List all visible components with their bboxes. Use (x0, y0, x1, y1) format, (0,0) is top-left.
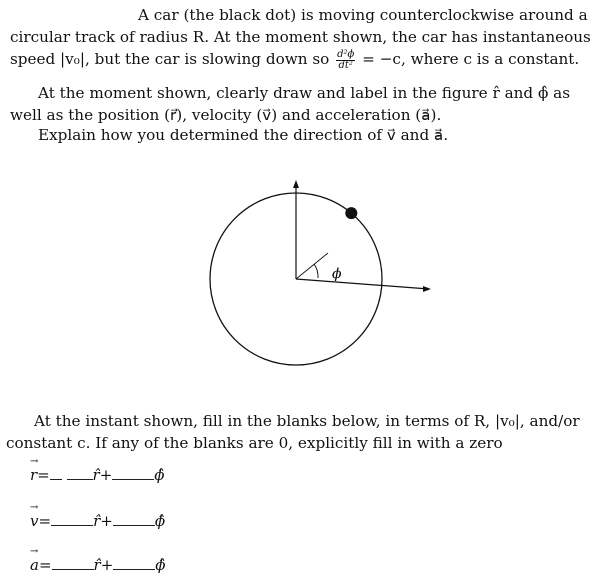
velocity-vector-symbol: → v (30, 512, 38, 530)
angle-arc (314, 264, 318, 278)
position-blank-row: → r= r̂+ ϕ̂ (30, 466, 165, 484)
acceleration-r-coefficient-blank[interactable] (52, 557, 94, 570)
problem-line-4: At the moment shown, clearly draw and label in the figure r̂ and ϕ̂ as (38, 84, 570, 102)
velocity-blank-row: → v= r̂+ ϕ̂ (30, 512, 165, 530)
phi-hat-term: ϕ̂ (154, 512, 166, 530)
phi-hat-term: ϕ̂ (154, 466, 165, 484)
position-r-blank[interactable] (50, 467, 62, 480)
problem-line-1: A car (the black dot) is moving counterclockwise around a (138, 6, 588, 24)
x-axis (296, 279, 429, 289)
problem-line-5: well as the position (r⃗), velocity (v⃗) and acceleration (a⃗). (10, 106, 442, 124)
second-derivative-fraction (336, 50, 355, 71)
r-hat-term: r̂+ (92, 466, 113, 484)
problem-paragraph-2 (10, 82, 610, 126)
problem-paragraph-1 (10, 4, 610, 71)
phi-hat-term: ϕ̂ (155, 556, 166, 574)
instructions-line-2: constant c. If any of the blanks are 0, explicitly fill in with a zero (6, 434, 503, 452)
instructions (6, 410, 611, 454)
problem-line-2: circular track of radius R. At the moment shown, the car has instantaneous (10, 28, 591, 46)
problem-line-3b: = −c, where c is a constant. (362, 50, 580, 68)
circular-track-figure[interactable] (200, 178, 440, 408)
position-vector-symbol: → r (30, 466, 37, 484)
problem-paragraph-3 (38, 124, 608, 146)
instructions-line-1: At the instant shown, fill in the blanks below, in terms of R, |v₀|, and/or (34, 412, 580, 430)
position-r-coefficient-blank[interactable] (67, 467, 93, 480)
r-hat-term: r̂+ (93, 512, 113, 530)
angle-indicator-line (296, 253, 328, 279)
fraction-numerator: d²ϕ (337, 48, 355, 60)
velocity-r-coefficient-blank[interactable] (51, 513, 93, 526)
position-phi-coefficient-blank[interactable] (112, 467, 154, 480)
car-dot[interactable] (345, 207, 357, 219)
acceleration-vector-symbol: → a (30, 556, 39, 574)
problem-line-6: Explain how you determined the direction of v⃗ and a⃗. (38, 126, 449, 144)
x-axis-arrowhead (423, 286, 431, 292)
problem-line-3a: speed |v₀|, but the car is slowing down so (10, 50, 330, 68)
velocity-phi-coefficient-blank[interactable] (113, 513, 155, 526)
angle-phi-label: ϕ (332, 266, 342, 282)
acceleration-phi-coefficient-blank[interactable] (113, 557, 155, 570)
acceleration-blank-row: → a= r̂+ ϕ̂ (30, 556, 166, 574)
r-hat-term: r̂+ (93, 556, 114, 574)
fraction-denominator: dt² (338, 59, 353, 71)
y-axis-arrowhead (293, 180, 299, 188)
